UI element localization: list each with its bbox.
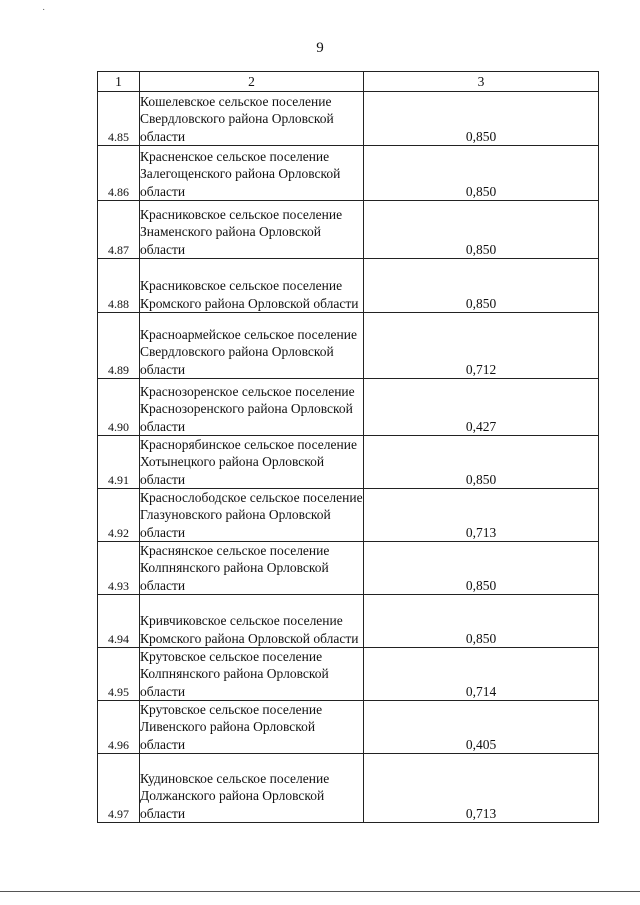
row-number: 4.88	[98, 259, 140, 313]
coefficient-value: 0,850	[364, 146, 599, 201]
table-row	[98, 436, 599, 489]
table-row	[98, 700, 599, 753]
coefficient-value: 0,850	[364, 92, 599, 146]
coefficient-value: 0,427	[364, 379, 599, 436]
settlement-name: Крутовское сельское поселение Колпнянского района Орловской области	[140, 647, 364, 700]
row-number: 4.86	[98, 146, 140, 201]
settlement-name: Крутовское сельское поселение Ливенского района Орловской области	[140, 700, 364, 753]
table-row	[98, 313, 599, 379]
settlement-name: Кривчиковское сельское поселение Кромского района Орловской области	[140, 594, 364, 647]
row-number: 4.97	[98, 753, 140, 822]
settlement-name: Краснорябинское сельское поселение Хотынецкого района Орловской области	[140, 436, 364, 489]
row-number: 4.96	[98, 700, 140, 753]
row-number: 4.85	[98, 92, 140, 146]
settlement-name: Красниковское сельское поселение Кромского района Орловской области	[140, 259, 364, 313]
settlement-name: Красненское сельское поселение Залегощенского района Орловской области	[140, 146, 364, 201]
settlement-name: Кошелевское сельское поселение Свердловского района Орловской области	[140, 92, 364, 146]
coefficient-value: 0,712	[364, 313, 599, 379]
scan-mark: ˙	[42, 8, 46, 19]
coefficient-value: 0,850	[364, 436, 599, 489]
row-number: 4.94	[98, 594, 140, 647]
table-row	[98, 146, 599, 201]
coefficient-value: 0,850	[364, 594, 599, 647]
coefficient-value: 0,850	[364, 259, 599, 313]
header-col-2: 2	[140, 72, 364, 92]
settlement-name: Красноармейское сельское поселение Свердловского района Орловской области	[140, 313, 364, 379]
coefficient-value: 0,714	[364, 647, 599, 700]
table-row	[98, 92, 599, 146]
page-number: 9	[316, 40, 324, 56]
table-row	[98, 379, 599, 436]
table-row	[98, 647, 599, 700]
table-row	[98, 489, 599, 542]
row-number: 4.95	[98, 647, 140, 700]
coefficient-value: 0,405	[364, 700, 599, 753]
settlement-name: Кудиновское сельское поселение Должанского района Орловской области	[140, 753, 364, 822]
coefficient-value: 0,850	[364, 542, 599, 595]
table-row	[98, 594, 599, 647]
settlement-name: Красниковское сельское поселение Знаменского района Орловской области	[140, 201, 364, 259]
settlement-name: Краснянское сельское поселение Колпнянского района Орловской области	[140, 542, 364, 595]
data-table	[97, 71, 599, 823]
header-row	[98, 72, 599, 92]
settlement-name: Краснозоренское сельское поселение Краснозоренского района Орловской области	[140, 379, 364, 436]
row-number: 4.87	[98, 201, 140, 259]
header-col-3: 3	[364, 72, 599, 92]
table-row	[98, 201, 599, 259]
table-row	[98, 542, 599, 595]
row-number: 4.92	[98, 489, 140, 542]
coefficient-value: 0,850	[364, 201, 599, 259]
table-row	[98, 259, 599, 313]
row-number: 4.89	[98, 313, 140, 379]
row-number: 4.90	[98, 379, 140, 436]
header-col-1: 1	[98, 72, 140, 92]
coefficient-value: 0,713	[364, 753, 599, 822]
table-row	[98, 753, 599, 822]
page-bottom-rule	[0, 891, 640, 892]
row-number: 4.93	[98, 542, 140, 595]
row-number: 4.91	[98, 436, 140, 489]
settlement-name: Краснослободское сельское поселение Глазуновского района Орловской области	[140, 490, 363, 540]
coefficient-value: 0,713	[364, 489, 599, 542]
